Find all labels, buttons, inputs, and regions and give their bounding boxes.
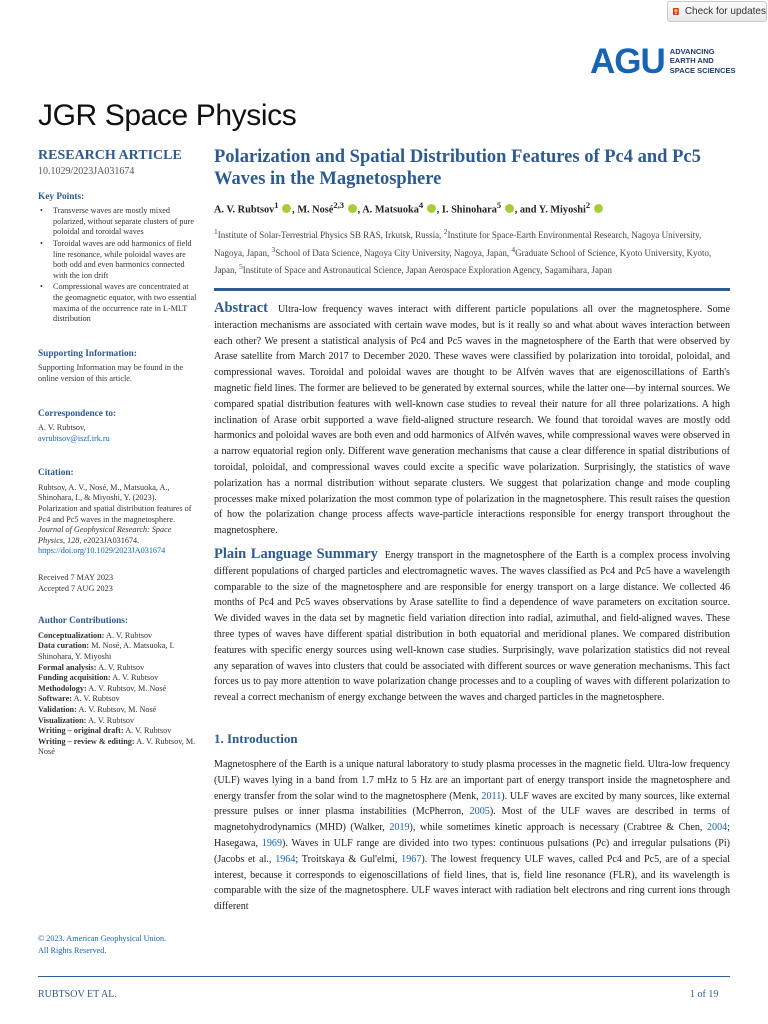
affiliation-text: Institute of Space and Astronautical Science, Japan Aerospace Exploration Agency, Sagamihara, Japan <box>242 264 613 275</box>
agu-logo <box>590 43 736 79</box>
contribution-item <box>38 641 198 662</box>
contribution-role: Methodology: <box>38 683 87 693</box>
citation-link[interactable]: 2004 <box>706 822 728 834</box>
affiliation-text: Institute of Solar-Terrestrial Physics SB RAS, Irkutsk, Russia, <box>217 230 444 241</box>
orcid-icon[interactable] <box>282 204 291 213</box>
author-separator: , <box>436 204 442 216</box>
contribution-names: A. V. Rubtsov <box>106 630 153 640</box>
check-for-updates-button[interactable] <box>667 1 767 22</box>
contribution-item <box>38 631 198 642</box>
agu-tagline-line: EARTH AND <box>669 56 714 66</box>
pls-heading: Plain Language Summary <box>214 545 378 562</box>
article-type: RESEARCH ARTICLE <box>38 148 182 163</box>
affiliation-mark: 4 <box>511 244 516 254</box>
key-points-heading: Key Points: <box>38 191 85 202</box>
contribution-names: A. V. Rubtsov <box>125 726 172 736</box>
contribution-names: A. V. Rubtsov <box>73 694 120 704</box>
doi: 10.1029/2023JA031674 <box>38 166 135 177</box>
main-content <box>214 146 730 915</box>
citation-link[interactable]: 2005 <box>469 806 490 818</box>
check-updates-label: Check for updates <box>684 6 766 17</box>
abstract-heading: Abstract <box>214 300 268 317</box>
contribution-names: A. V. Rubtsov, M. Nosé <box>78 704 157 714</box>
contribution-item <box>38 673 198 684</box>
agu-mark: AGU <box>590 41 665 81</box>
contribution-item <box>38 663 198 674</box>
citation-link[interactable]: 1964 <box>275 853 296 865</box>
contribution-role: Writing – review & editing: <box>38 736 135 746</box>
citation-heading: Citation: <box>38 468 74 479</box>
intro-text: ). Waves in ULF range are divided into two types: continuous pulsations (Pc) and irregular pulsations (Pi) (Jacobs et al., <box>214 837 730 865</box>
author-affiliation-mark: 4 <box>418 200 424 210</box>
citation-tail: , e2023JA031674. <box>79 535 140 545</box>
key-point: • Toroidal waves are odd harmonics of field line resonance, while poloidal waves are both odd and even harmonics connected with the ion drift <box>38 239 198 281</box>
intro-text: ; Troitskaya & Gul'elmi, <box>295 853 402 865</box>
citation-link[interactable]: 1969 <box>261 837 283 849</box>
plain-language-summary <box>214 547 730 706</box>
key-point: • Transverse waves are mostly mixed polarized, without separate clusters of pure poloidal and toroidal waves <box>38 206 198 238</box>
contribution-names: A. V. Rubtsov, M. Nosé <box>88 683 167 693</box>
intro-text: ), while sometimes kinetic approach is necessary (Crabtree & Chen, <box>409 822 707 834</box>
intro-text: ). ULF waves are excited by many sources, like external pressure pulses or inner plasma instabilities (McPherron, <box>214 790 730 818</box>
intro-text: Magnetosphere of the Earth is a unique natural laboratory to study plasma processes in the magnetic field. Ultra-low frequency (ULF) waves lying in a band from 1.7 mHz to 5 Hz are an important part of energy transport inside the magnetosphere and energy transfer from the solar wind to the magnetosphere (Menk, <box>214 758 730 802</box>
correspondence-heading: Correspondence to: <box>38 408 117 419</box>
agu-tagline <box>670 47 736 76</box>
author-name[interactable]: I. Shinohara <box>441 204 497 216</box>
author-separator: , <box>357 204 363 216</box>
intro-text: ). The lowest frequency ULF waves, called Pc4 and Pc5, are of a special interest, because it corresponds to eigenoscillations of field lines, that is, field line resonance (FLR), and its wavelength is comparable with the size of the magnetosphere. ULF waves interact with radiation belt electrons and ring current ions through different <box>214 853 730 913</box>
received-date: Received 7 MAY 2023 <box>38 573 114 583</box>
citation-link[interactable]: 2019 <box>389 822 410 834</box>
footer-divider <box>38 976 730 977</box>
citation-link[interactable]: 2011 <box>481 790 502 802</box>
citation-link[interactable]: 1967 <box>401 853 422 865</box>
contribution-item <box>38 694 198 705</box>
intro-text: ). Most of the ULF waves are described in terms of magnetohydrodynamics (MHD) (Walker, <box>214 806 730 834</box>
affiliation-text: Institute for Space-Earth Environmental Research, Nagoya University, Nagoya, Japan, <box>214 230 702 258</box>
introduction-heading: 1. Introduction <box>214 730 298 746</box>
pls-text: Energy transport in the magnetosphere of the Earth is a complex process involving different populations of charged particles and electromagnetic waves. The waves classified as Pc4 and Pc5 have a wavelength comparable to the size of the magnetosphere and are responsible for energy transport on a large distance. We collected 46 months of Pc4 and Pc5 waves observations by Arase satellite to find a dependence of wave parameters on excitation source. We divided waves in the data set by magnetic field variation direction into radial, azimuthal, and field-aligned waves. These three types of waves have different spatial distribution in both equatorial and meridional planes. We compared distribution features with specific energy sources using well-known case studies. Surprisingly, wave polarization statistics did not reveal any separation of waves into clusters that could be associated with different sources or wave generation mechanisms. This fact forces us to pay more attention to wave polarization change processes and to a coupling of waves with different polarization to reveal a correct mechanism of energy exchange between the waves and charged particles in the magnetosphere. <box>214 549 731 704</box>
contribution-item <box>38 705 198 716</box>
citation-body: Rubtsov, A. V., Nosé, M., Matsuoka, A., Shinohara, I., & Miyoshi, Y. (2023). Polarization and spatial distribution features of Pc4 and Pc5 waves in the magnetosphere. <box>38 482 192 524</box>
contribution-role: Visualization: <box>38 715 87 725</box>
accepted-date: Accepted 7 AUG 2023 <box>38 583 113 593</box>
copyright-line: © 2023. American Geophysical Union. <box>38 934 167 943</box>
abstract <box>214 301 730 539</box>
author-name[interactable]: M. Nosé <box>297 204 334 216</box>
citation-journal: Journal of Geophysical Research: Space Physics, 128 <box>38 525 172 545</box>
footer-running-head: RUBTSOV ET AL. <box>38 989 117 1000</box>
supporting-info-text: Supporting Information may be found in the online version of this article. <box>38 363 184 383</box>
author-affiliation-mark: 1 <box>274 200 279 210</box>
contributions-heading: Author Contributions: <box>38 616 128 627</box>
contribution-item <box>38 716 198 727</box>
author-separator: , and <box>514 204 539 216</box>
author-name[interactable]: Y. Miyoshi <box>538 204 586 216</box>
sidebar <box>38 148 198 758</box>
key-points-list <box>38 206 198 325</box>
author-name[interactable]: A. Matsuoka <box>362 204 419 216</box>
supporting-info-heading: Supporting Information: <box>38 348 137 359</box>
author-affiliation-mark: 2,3 <box>333 200 345 210</box>
contribution-role: Funding acquisition: <box>38 673 111 683</box>
citation-doi-link[interactable]: https://doi.org/10.1029/2023JA031674 <box>38 546 166 556</box>
contribution-role: Software: <box>38 694 72 704</box>
author-separator: , <box>292 204 298 216</box>
orcid-icon[interactable] <box>427 204 436 213</box>
contribution-role: Formal analysis: <box>38 662 97 672</box>
orcid-icon[interactable] <box>505 204 514 213</box>
affiliation-mark: 2 <box>443 227 448 237</box>
orcid-icon[interactable] <box>594 204 603 213</box>
agu-tagline-line: ADVANCING <box>669 46 715 56</box>
citation-text <box>38 483 198 557</box>
author-list <box>214 200 730 215</box>
contribution-names: M. Nosé, A. Matsuoka, I. Shinohara, Y. Miyoshi <box>38 641 175 661</box>
contribution-names: A. V. Rubtsov <box>112 673 159 683</box>
key-point: • Compressional waves are concentrated at the geomagnetic equator, with two essential maxima of the occurrence rate in L-MLT distribution <box>38 282 198 324</box>
author-affiliation-mark: 5 <box>496 200 502 210</box>
contribution-names: A. V. Rubtsov <box>87 715 135 725</box>
section-divider <box>214 288 730 291</box>
contributions-list <box>38 631 198 758</box>
copyright-line: All Rights Reserved. <box>38 945 107 955</box>
orcid-icon[interactable] <box>348 204 357 213</box>
affiliation-mark: 5 <box>239 261 243 271</box>
affiliation-text: Graduate School of Science, Kyoto University, Kyoto, Japan, <box>214 247 712 275</box>
affiliation-mark: 1 <box>214 227 218 237</box>
contribution-role: Validation: <box>38 704 77 714</box>
contribution-names: A. V. Rubtsov <box>98 662 145 672</box>
page-number: 1 of 19 <box>690 989 719 1000</box>
author-name[interactable]: A. V. Rubtsov <box>214 204 275 216</box>
paper-title: Polarization and Spatial Distribution Features of Pc4 and Pc5 Waves in the Magnetosphere <box>214 147 701 189</box>
introduction-text <box>214 757 730 915</box>
author-affiliation-mark: 2 <box>585 200 591 210</box>
contribution-role: Writing – original draft: <box>38 726 124 736</box>
contribution-role: Conceptualization: <box>38 630 105 640</box>
abstract-text: Ultra-low frequency waves interact with different particle populations all over the magnetosphere. Some interaction mechanisms are associated with certain wave modes, but is it really so and what about waves interaction between each other? We present a statistical analysis of Pc4 and Pc5 waves in the magnetosphere of the Earth that were observed by Arase satellite from March 2017 to December 2020. These waves were classified by polarization into toroidal, poloidal, and compressional waves. Toroidal and poloidal waves are thought to be Alfvén waves that are eigenoscillations of Earth's magnetic field lines. The former are believed to be generated by external sources, while the latter one—by internal sources. We compared spatial distribution features with well-known case studies to reveal their nature for all three polarizations. A high inclination of Arase orbit supported a wave field-aligned structure research. We found that toroidal waves are mostly odd harmonics and poloidal waves are both even and odd harmonics of Alfvén waves, while compressional waves were observed in a narrow equatorial region only. Different wave generation mechanisms that cause a clear difference in spatial distributions of toroidal, poloidal, and compressional waves could excite a specific wave polarization. Surprisingly, the statistics of wave polarization has a normal distribution without separate clusters. We suggest that polarization change and mode coupling processes make mixed polarization the most common type of polarization in the magnetosphere. This result raises the question of how the polarization change process affects wave-particle interactions responsible for energy transport throughout the magnetosphere. <box>214 304 730 537</box>
journal-title: JGR Space Physics <box>38 99 297 132</box>
agu-tagline-line: SPACE SCIENCES <box>669 65 736 75</box>
contribution-item <box>38 726 198 737</box>
correspondence-email-link[interactable]: avrubtsov@iszf.irk.ru <box>38 433 110 443</box>
affiliation-mark: 3 <box>271 244 276 254</box>
copyright-notice <box>38 933 198 956</box>
contribution-role: Data curation: <box>38 641 90 651</box>
bookmark-icon <box>673 5 679 18</box>
correspondence-name: A. V. Rubtsov, <box>38 423 86 433</box>
contribution-item <box>38 684 198 695</box>
affiliations <box>214 225 730 277</box>
intro-text: ; Hasegawa, <box>214 822 730 849</box>
affiliation-text: School of Data Science, Nagoya City University, Nagoya, Japan, <box>275 247 512 258</box>
contribution-names: A. V. Rubtsov, M. Nosé <box>38 736 196 757</box>
contribution-item <box>38 737 198 758</box>
